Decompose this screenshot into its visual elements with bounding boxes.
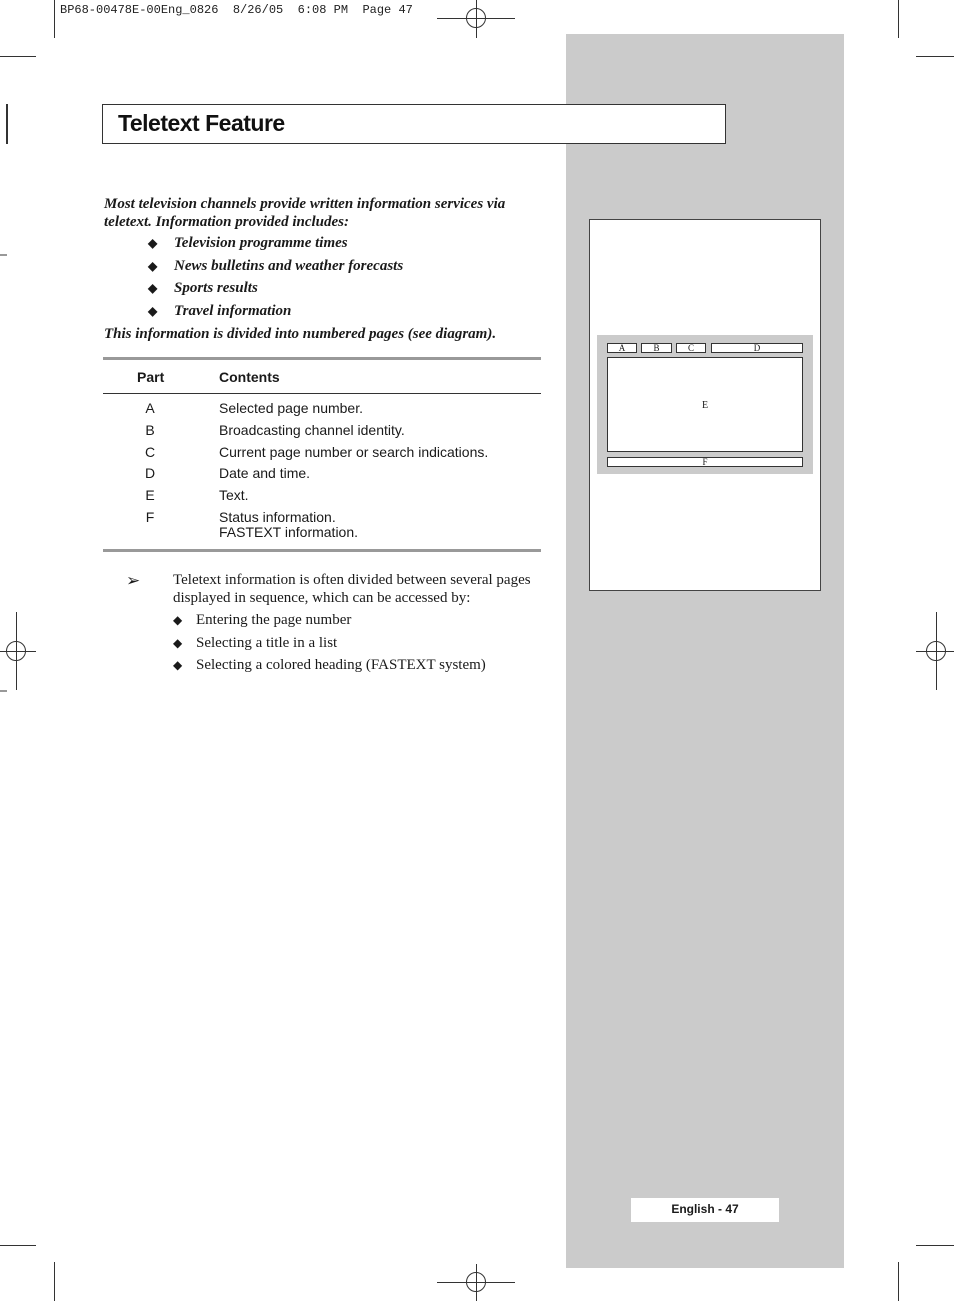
crop-mark <box>916 1245 954 1246</box>
arrow-icon: ➢ <box>126 571 141 590</box>
crop-mark <box>54 0 55 38</box>
table-cell-contents: Selected page number. <box>219 400 363 416</box>
table-header-rule <box>103 393 541 394</box>
list-item: ◆ Entering the page number <box>173 612 352 628</box>
table-cell-part: D <box>144 465 156 481</box>
diamond-bullet-icon: ◆ <box>148 303 158 318</box>
note-text: Teletext information is often divided between several pages displayed in sequence, which can be accessed by: <box>173 572 531 606</box>
intro-bullet-list <box>148 235 403 325</box>
diagram-cell-c: C <box>676 343 706 353</box>
page-edge-mark <box>0 254 7 256</box>
table-cell-part: E <box>145 487 155 503</box>
list-item: ◆ News bulletins and weather forecasts <box>148 257 404 274</box>
page-title: Teletext Feature <box>118 110 285 136</box>
crop-mark <box>916 56 954 57</box>
list-item: ◆ Sports results <box>148 280 258 296</box>
intro-paragraph: Most television channels provide written information services via teletext. Information provided includes: <box>104 196 506 230</box>
registration-mark-icon <box>6 641 26 661</box>
table-cell-contents: Date and time. <box>219 465 311 481</box>
diamond-bullet-icon: ◆ <box>148 236 158 250</box>
diagram-cell-f: F <box>607 457 803 467</box>
note-bullet-list <box>173 612 486 680</box>
diamond-bullet-icon: ◆ <box>148 258 158 273</box>
table-cell-part: F <box>145 509 155 525</box>
diagram-cell-a: A <box>607 343 637 353</box>
list-item: ◆ Travel information <box>148 302 292 319</box>
table-cell-contents: FASTEXT information. <box>219 524 359 540</box>
registration-mark-icon <box>926 641 946 661</box>
page-edge-mark <box>6 104 8 144</box>
diagram-cell-b: B <box>641 343 672 353</box>
list-item: ◆ Selecting a title in a list <box>173 634 338 651</box>
table-cell-part: A <box>145 400 155 416</box>
outro-paragraph: This information is divided into numbered pages (see diagram). <box>104 326 497 342</box>
diagram-cell-e: E <box>607 357 803 452</box>
registration-mark-icon <box>466 8 486 28</box>
diamond-bullet-icon: ◆ <box>173 613 183 627</box>
crop-mark <box>0 1245 36 1246</box>
table-cell-contents: Broadcasting channel identity. <box>219 422 405 438</box>
crop-mark <box>898 0 899 38</box>
crop-mark <box>0 56 36 57</box>
crop-mark <box>898 1262 899 1301</box>
table-cell-contents: Status information. <box>219 509 336 525</box>
table-cell-contents: Current page number or search indications. <box>219 444 489 460</box>
table-top-rule <box>103 357 541 360</box>
table-cell-contents: Text. <box>219 487 249 503</box>
diamond-bullet-icon: ◆ <box>173 635 183 650</box>
table-cell-part: B <box>145 422 155 438</box>
table-header-contents: Contents <box>219 369 280 385</box>
table-header-part: Part <box>137 369 165 385</box>
diamond-bullet-icon: ◆ <box>173 658 183 672</box>
page-number: English - 47 <box>671 1202 739 1216</box>
diagram-cell-d: D <box>711 343 803 353</box>
diamond-bullet-icon: ◆ <box>148 281 158 295</box>
table-bottom-rule <box>103 549 541 552</box>
crop-mark <box>54 1262 55 1301</box>
print-slug: BP68-00478E-00Eng_0826 8/26/05 6:08 PM Page 47 <box>60 3 413 17</box>
list-item: ◆ Selecting a colored heading (FASTEXT system) <box>173 657 486 673</box>
registration-mark-icon <box>466 1272 486 1292</box>
page-edge-mark <box>0 690 7 692</box>
table-cell-part: C <box>144 444 156 460</box>
list-item: ◆ Television programme times <box>148 235 348 251</box>
